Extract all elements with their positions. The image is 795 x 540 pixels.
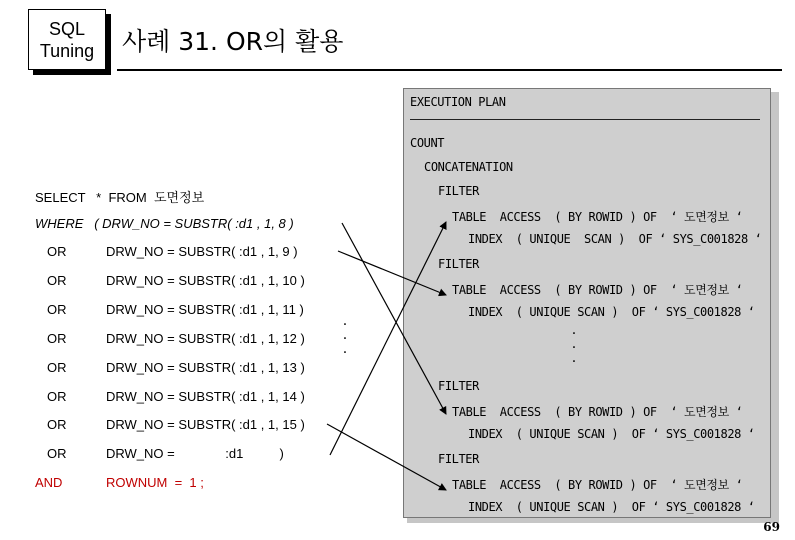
sql-or-keyword: OR <box>47 417 67 432</box>
ellipsis-dots: . . . <box>342 313 348 357</box>
badge-line2: Tuning <box>39 40 95 61</box>
plan-concatenation: CONCATENATION <box>424 160 513 174</box>
connector-arrow <box>342 223 446 414</box>
sql-or-condition: DRW_NO = SUBSTR( :d1 , 1, 11 ) <box>106 302 304 317</box>
page-number: 69 <box>763 520 780 534</box>
plan-index-scan: INDEX ( UNIQUE SCAN ) OF ‘ SYS_C001828 ‘ <box>468 427 755 441</box>
sql-or-condition: DRW_NO = SUBSTR( :d1 , 1, 9 ) <box>106 244 298 259</box>
sql-where: WHERE ( DRW_NO = SUBSTR( :d1 , 1, 8 ) <box>35 216 294 231</box>
sql-and-keyword: AND <box>35 475 63 490</box>
plan-table-access: TABLE ACCESS ( BY ROWID ) OF ‘ 도면정보 ‘ <box>452 283 743 297</box>
sql-or-condition: DRW_NO = SUBSTR( :d1 , 1, 14 ) <box>106 389 305 404</box>
connector-arrow <box>330 222 446 455</box>
connector-arrow <box>327 424 446 490</box>
sql-or-keyword: OR <box>47 446 67 461</box>
plan-index-scan: INDEX ( UNIQUE SCAN ) OF ‘ SYS_C001828 ‘ <box>468 305 755 319</box>
page-title: 사례 31. OR의 활용 <box>122 27 344 56</box>
sql-or-condition: DRW_NO = SUBSTR( :d1 , 1, 12 ) <box>106 331 305 346</box>
sql-or-keyword: OR <box>47 273 67 288</box>
sql-or-condition: DRW_NO = SUBSTR( :d1 , 1, 15 ) <box>106 417 305 432</box>
plan-count: COUNT <box>410 136 445 150</box>
sql-or-condition: DRW_NO = SUBSTR( :d1 , 1, 13 ) <box>106 360 305 375</box>
plan-index-scan: INDEX ( UNIQUE SCAN ) OF ‘ SYS_C001828 ‘ <box>468 500 755 514</box>
sql-or-keyword: OR <box>47 244 67 259</box>
sql-or-keyword: OR <box>47 389 67 404</box>
plan-filter: FILTER <box>438 379 479 393</box>
sql-or-keyword: OR <box>47 302 67 317</box>
sql-or-condition: DRW_NO = SUBSTR( :d1 , 1, 10 ) <box>106 273 305 288</box>
sql-rownum-condition: ROWNUM = 1 ; <box>106 475 204 490</box>
plan-table-access: TABLE ACCESS ( BY ROWID ) OF ‘ 도면정보 ‘ <box>452 478 743 492</box>
badge-line1: SQL <box>48 18 86 39</box>
plan-filter: FILTER <box>438 257 479 271</box>
plan-filter: FILTER <box>438 184 479 198</box>
sql-or-keyword: OR <box>47 331 67 346</box>
ellipsis-dots: . . . <box>571 322 577 366</box>
plan-filter: FILTER <box>438 452 479 466</box>
plan-table-access: TABLE ACCESS ( BY ROWID ) OF ‘ 도면정보 ‘ <box>452 210 743 224</box>
sql-or-keyword: OR <box>47 360 67 375</box>
connector-arrow <box>338 251 446 295</box>
plan-table-access: TABLE ACCESS ( BY ROWID ) OF ‘ 도면정보 ‘ <box>452 405 743 419</box>
sql-or-condition: DRW_NO = :d1 ) <box>106 446 284 461</box>
plan-header: EXECUTION PLAN <box>410 95 506 109</box>
sql-select: SELECT * FROM 도면정보 <box>35 190 205 205</box>
plan-index-scan: INDEX ( UNIQUE SCAN ) OF ‘ SYS_C001828 ‘ <box>468 232 762 246</box>
